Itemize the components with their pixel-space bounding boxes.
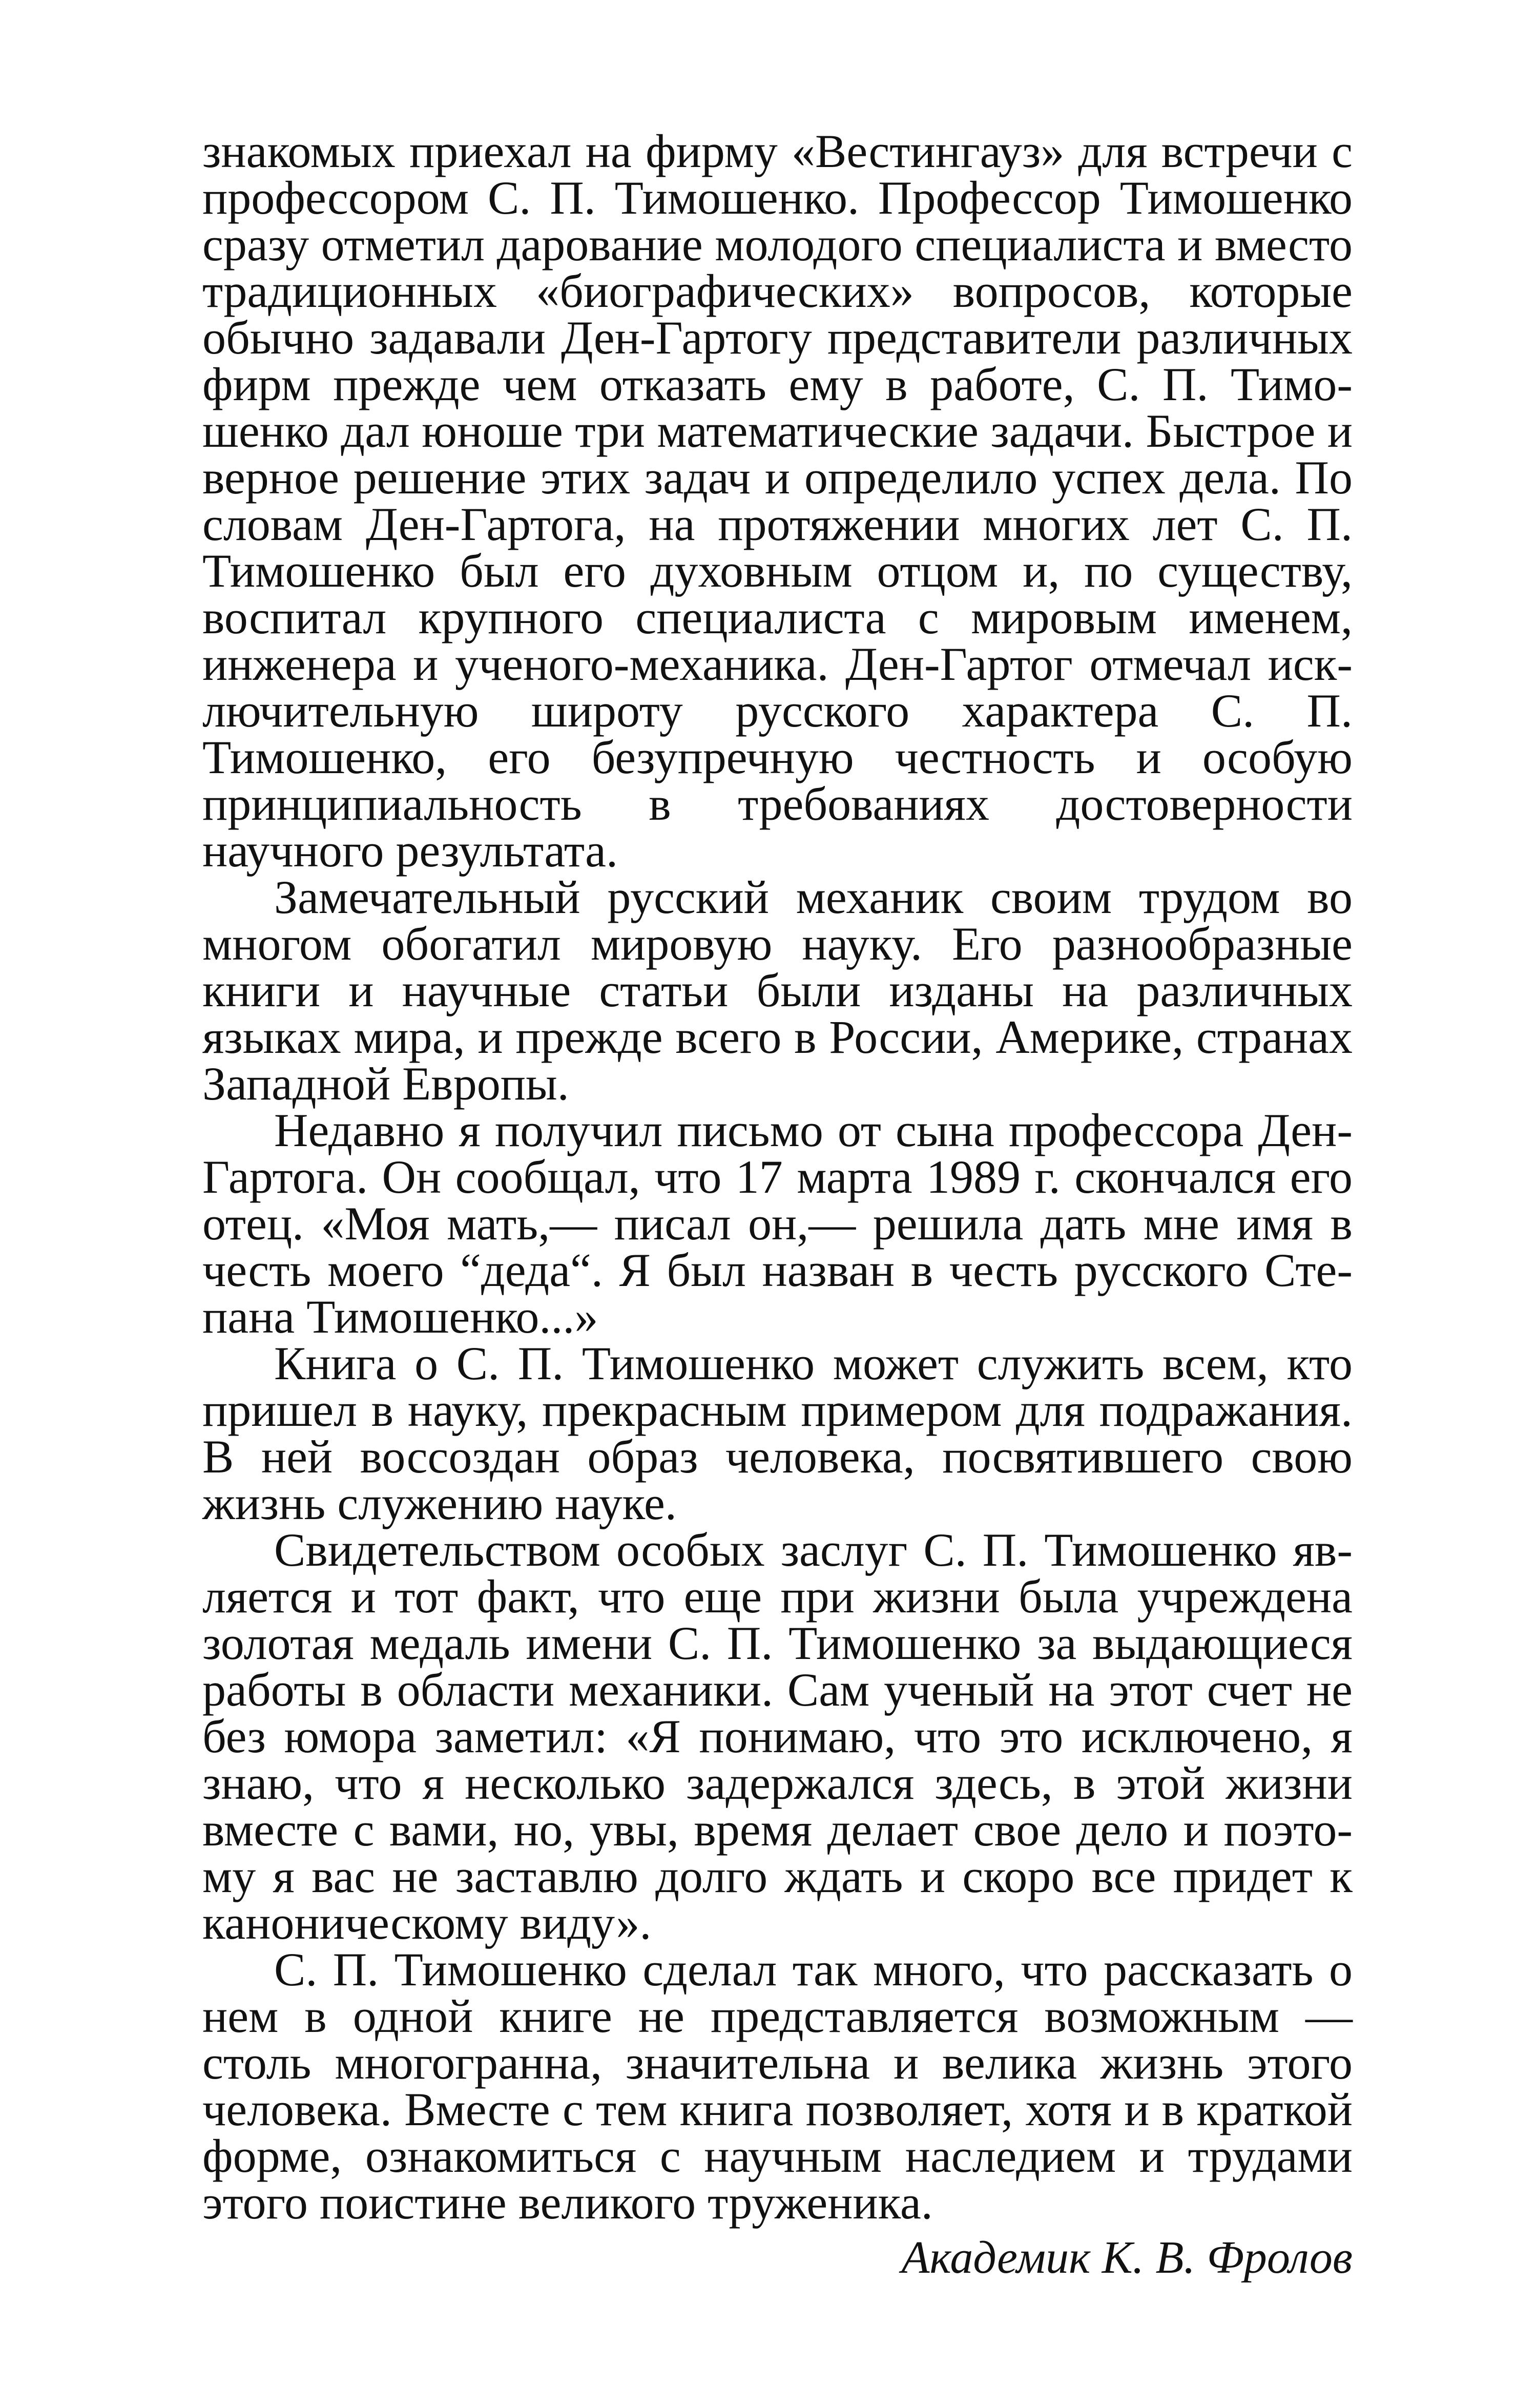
paragraph-2: Замечательный русский механик своим трудом во многом обогатил мировую науку. Его разнообразные книги и научные статьи были изданы на различных языках мира, и прежде всего в России, Америке, странах Западной Европы. xyxy=(202,871,1353,1110)
paragraph-6: С. П. Тимошенко сделал так много, что рассказать о нем в одной книге не представляется возможным — столь многогранна, значительна и велика жизнь этого человека. Вместе с тем книга позволяет, хотя и в краткой форме, ознакомиться с научным наследием и трудами этого поистине великого труженика. xyxy=(202,1943,1353,2229)
paragraph-4: Книга о С. П. Тимошенко может служить всем, кто пришел в науку, прекрасным примером для подражания. В ней воссоздан образ человека, посвятившего свою жизнь служению науке. xyxy=(202,1337,1353,1529)
body-text xyxy=(202,125,1353,2284)
paragraph-1: знакомых приехал на фирму «Вестингауз» для встречи с профессором С. П. Тимошенко. Профессор Тимошенко сразу отметил дарование молодого специалиста и вместо традиционных «биографических» вопросов, которые обычно задавали Ден-Гартогу представители различных фирм прежде чем отказать ему в работе, С. П. Тимошенко дал юноше три математические задачи. Быстрое и верное решение этих задач и определило успех дела. По словам Ден-Гартога, на протяжении многих лет С. П. Тимошенко был его духовным отцом и, по существу, воспитал крупного специалиста с мировым именем, инженера и ученого-механика. Ден-Гартог отмечал исключительную широту русского характера С. П. Тимошенко, его безупречную честность и особую принципиальность в требованиях достоверности научного результата. xyxy=(202,125,1353,877)
paragraph-5: Свидетельством особых заслуг С. П. Тимошенко является и тот факт, что еще при жизни была учреждена золотая медаль имени С. П. Тимошенко за выдающиеся работы в области механики. Сам ученый на этот счет не без юмора заметил: «Я понимаю, что это исключено, я знаю, что я несколько задержался здесь, в этой жизни вместе с вами, но, увы, время делает свое дело и поэтому я вас не заставлю долго ждать и скоро все придет к каноническому виду». xyxy=(202,1524,1353,1949)
author-signature: Академик К. В. Фролов xyxy=(901,2232,1353,2283)
paragraph-3: Недавно я получил письмо от сына профессора Ден-Гартога. Он сообщал, что 17 марта 1989 г. скончался его отец. «Моя мать,— писал он,— решила дать мне имя в честь моего “деда“. Я был назван в честь русского Степана Тимошенко...» xyxy=(202,1104,1353,1343)
